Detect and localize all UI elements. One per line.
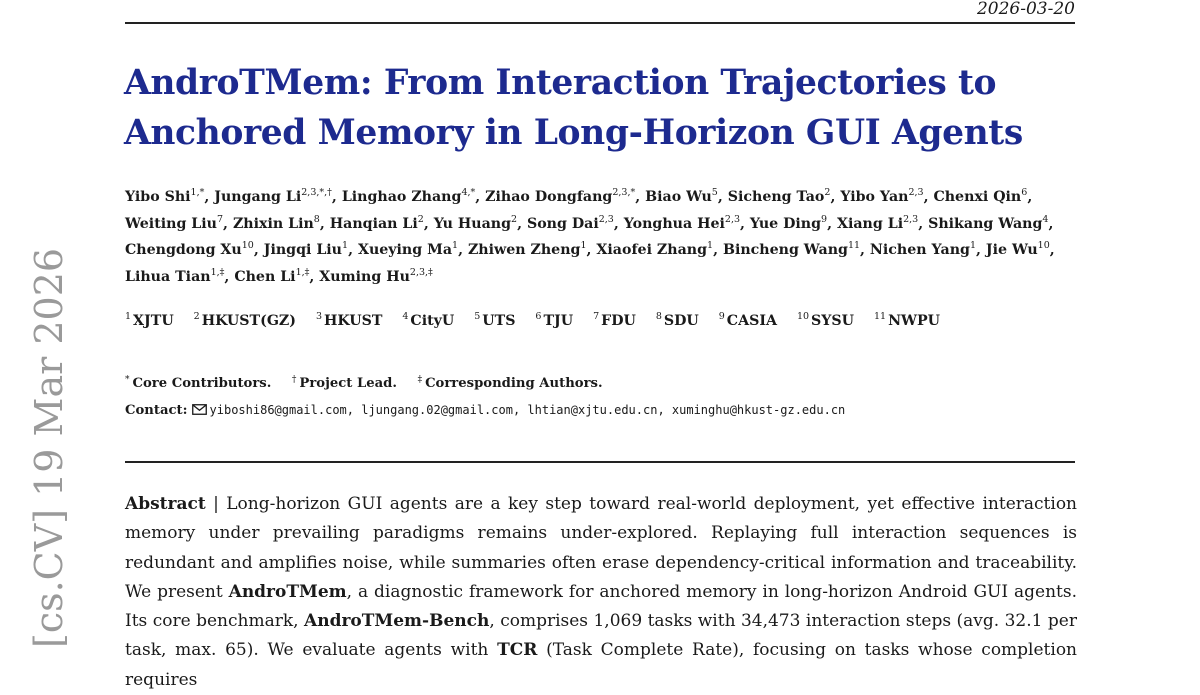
author-superscript: 4 bbox=[1042, 213, 1049, 225]
affiliation-number: 9 bbox=[718, 311, 725, 322]
contributor-note bbox=[125, 376, 271, 391]
abstract-text-1: Long-horizon GUI agents are a key step toward real-world deployment, yet effective interaction memory under prevailing paradigms remains under-explored. Replaying full interaction sequences is redundant and amplifies noise, while summaries often erase dependency-critical information and traceability. We present bbox=[125, 494, 1077, 602]
affiliation-name: HKUST(GZ) bbox=[201, 313, 297, 329]
author-superscript: 1 bbox=[969, 240, 977, 251]
author-name: Jie Wu bbox=[985, 242, 1038, 258]
affiliation-number: 6 bbox=[535, 311, 542, 322]
contact-emails[interactable]: yiboshi86@gmail.com, ljungang.02@gmail.com, lhtian@xjtu.edu.cn, xuminghu@hkust-gz.edu.cn bbox=[209, 403, 846, 417]
mail-icon bbox=[192, 404, 207, 415]
author-name: Yibo Yan bbox=[840, 189, 909, 205]
author-name: Zhiwen Zheng bbox=[467, 242, 581, 258]
author-name: Xuming Hu bbox=[319, 268, 410, 285]
affiliation-name: FDU bbox=[601, 313, 636, 329]
author-name: Zhixin Lin bbox=[232, 215, 314, 232]
affiliation-entry bbox=[535, 313, 573, 329]
author-name: Sicheng Tao bbox=[727, 189, 825, 205]
author-name: Jingqi Liu bbox=[263, 242, 343, 258]
author-entry bbox=[749, 213, 828, 232]
author-superscript: 11 bbox=[847, 240, 861, 251]
affiliation-entry bbox=[316, 313, 382, 329]
affiliation-number: 5 bbox=[474, 311, 481, 322]
author-entry bbox=[836, 213, 919, 232]
author-name: Hanqian Li bbox=[329, 215, 418, 232]
author-superscript: 2 bbox=[417, 213, 424, 225]
note-symbol: * bbox=[125, 375, 130, 385]
affiliation-entry bbox=[194, 313, 296, 329]
affiliation-number: 8 bbox=[655, 311, 662, 322]
affiliation-number: 4 bbox=[402, 311, 409, 322]
affiliation-number: 7 bbox=[593, 311, 600, 322]
abstract-separator: | bbox=[213, 494, 219, 514]
author-superscript: 1,* bbox=[190, 187, 205, 198]
abstract-text-3: , comprises 1,069 tasks with 34,473 interaction steps (avg. 32.1 per task, max. 65). We evaluate agents with bbox=[125, 611, 1077, 661]
contributor-note bbox=[292, 376, 397, 391]
author-entry bbox=[125, 266, 225, 285]
author-superscript: 6 bbox=[1021, 187, 1028, 198]
affiliation-name: CASIA bbox=[726, 313, 777, 329]
author-superscript: 8 bbox=[313, 213, 320, 225]
author-entry bbox=[358, 242, 458, 258]
author-superscript: 2 bbox=[511, 213, 518, 225]
author-name: Bincheng Wang bbox=[722, 242, 848, 258]
author-entry bbox=[870, 242, 976, 258]
note-text: Core Contributors. bbox=[132, 376, 272, 391]
affiliation-entry bbox=[656, 313, 699, 329]
affiliation-name: XJTU bbox=[133, 313, 174, 329]
author-name: Zihao Dongfang bbox=[485, 189, 613, 205]
affiliation-name: UTS bbox=[482, 313, 516, 329]
affiliation-entry bbox=[719, 313, 777, 329]
contact-label: Contact: bbox=[125, 403, 188, 418]
affiliation-name: TJU bbox=[543, 313, 574, 329]
abstract-paragraph bbox=[125, 490, 1077, 695]
author-superscript: 1 bbox=[342, 240, 349, 251]
author-superscript: 2,3,* bbox=[612, 187, 636, 198]
affiliation-name: SDU bbox=[663, 313, 699, 329]
author-superscript: 1 bbox=[707, 240, 714, 251]
affiliation-entry bbox=[874, 313, 940, 329]
author-entry bbox=[468, 242, 587, 258]
author-superscript: 10 bbox=[1037, 240, 1050, 251]
author-entry bbox=[214, 189, 332, 205]
author-superscript: 1 bbox=[580, 240, 587, 251]
note-text: Corresponding Authors. bbox=[425, 376, 603, 391]
author-superscript: 9 bbox=[821, 213, 828, 225]
author-name: Chen Li bbox=[234, 268, 296, 285]
author-entry bbox=[728, 189, 831, 205]
author-entry bbox=[485, 189, 635, 205]
affiliation-number: 10 bbox=[796, 311, 810, 322]
author-entry bbox=[723, 242, 860, 258]
author-superscript: 1,‡ bbox=[210, 266, 225, 278]
arxiv-sidebar-stamp: [cs.CV] 19 Mar 2026 bbox=[27, 247, 71, 648]
author-name: Linghao Zhang bbox=[341, 189, 462, 205]
author-entry bbox=[329, 213, 424, 232]
author-name: Xiaofei Zhang bbox=[596, 242, 708, 258]
affiliation-name: CityU bbox=[410, 313, 455, 329]
author-name: Shikang Wang bbox=[928, 215, 1043, 232]
author-superscript: 2,3 bbox=[903, 213, 919, 225]
author-superscript: 4,* bbox=[461, 187, 476, 198]
author-superscript: 2,3,*,† bbox=[301, 187, 332, 198]
author-superscript: 5 bbox=[711, 187, 718, 198]
author-entry bbox=[234, 266, 310, 285]
author-name: Yibo Shi bbox=[125, 189, 191, 205]
affiliation-entry bbox=[797, 313, 854, 329]
author-superscript: 2,3 bbox=[598, 213, 614, 225]
author-name: Xiang Li bbox=[836, 215, 904, 232]
author-entry bbox=[928, 213, 1049, 232]
affiliation-list bbox=[125, 309, 1085, 334]
affiliation-name: HKUST bbox=[324, 313, 383, 329]
author-superscript: 10 bbox=[241, 240, 254, 251]
affiliation-number: 2 bbox=[193, 311, 200, 322]
author-superscript: 7 bbox=[217, 213, 224, 225]
affiliation-name: NWPU bbox=[888, 313, 941, 329]
author-name: Chenxi Qin bbox=[933, 189, 1022, 205]
abstract-bold-bench: AndroTMem-Bench bbox=[304, 611, 490, 632]
affiliation-number: 3 bbox=[315, 311, 323, 322]
author-name: Jungang Li bbox=[214, 189, 302, 205]
author-entry bbox=[596, 242, 713, 258]
author-name: Weiting Liu bbox=[125, 215, 217, 232]
abstract-text-2: , a diagnostic framework for anchored memory in long-horizon Android GUI agents. Its core benchmark, bbox=[125, 581, 1077, 632]
affiliation-entry bbox=[125, 313, 174, 329]
author-entry bbox=[623, 213, 741, 232]
author-name: Biao Wu bbox=[645, 189, 712, 205]
author-entry bbox=[125, 189, 204, 205]
author-name: Nichen Yang bbox=[869, 242, 970, 258]
author-name: Yonghua Hei bbox=[623, 215, 725, 232]
author-superscript: 2,3 bbox=[908, 187, 924, 198]
affiliation-number: 1 bbox=[125, 311, 132, 322]
author-name: Yu Huang bbox=[433, 215, 512, 232]
affiliation-number: 11 bbox=[874, 311, 887, 322]
author-entry bbox=[645, 189, 718, 205]
author-superscript: 2,3 bbox=[724, 213, 741, 225]
contributor-note bbox=[418, 376, 603, 391]
author-name: Xueying Ma bbox=[357, 242, 453, 258]
author-name: Yue Ding bbox=[749, 215, 822, 232]
author-name: Song Dai bbox=[526, 215, 599, 232]
author-entry bbox=[986, 242, 1050, 258]
affiliation-entry bbox=[593, 313, 636, 329]
affiliation-entry bbox=[402, 313, 454, 329]
note-symbol: ‡ bbox=[417, 375, 423, 385]
contact-line bbox=[125, 400, 1085, 421]
note-text: Project Lead. bbox=[299, 376, 397, 391]
author-list: Yibo Shi$^{1,*}$, Jungang $Li^{2,3,*,\dagger}$, Linghao Zhang$^{4,*}$, Zihao Dongfang$^{2,3,*}$, Biao Wu$^5$, Sicheng Tao$^2$, Yibo Yan$^{2,3}$, Chenxi Qin$^6$, Weiting Liu$^7$, Zhixin Lin$^8$, Hanqian Li$^2$, Yu Huang$^2$, Song Dai$^{2,3}$, Yonghua Hei$^{2,3}$, Yue Ding$^9$, Xiang Li$^{2,3}$, Shikang Wang$^4$, Chengdong Xu$^{10}$, Jingqi Liu$^1$, Xueying Ma$^1$, Zhiwen Zheng$^1$, Xiaofei Zhang$^1$, Bincheng Wang$^{11}$, Nichen Yang$^1$, Jie Wu$^{10}$, Lihua Tian$^{1,\ddagger}$, Chen $Li^{1,\ddagger}$, Xuming $Hu^{2,3,\ddagger}$ bbox=[125, 187, 1055, 285]
abstract-heading: Abstract bbox=[125, 494, 206, 514]
section-rule bbox=[125, 461, 1075, 463]
author-superscript: 2,3,‡ bbox=[409, 266, 433, 278]
author-superscript: 2 bbox=[824, 187, 831, 198]
paper-title: AndroTMem: From Interaction Trajectories to Anchored Memory in Long-Horizon GUI Agents bbox=[124, 63, 1023, 153]
author-entry bbox=[933, 189, 1027, 205]
paper-date: 2026-03-20 bbox=[976, 0, 1075, 19]
author-entry bbox=[433, 213, 518, 232]
author-entry bbox=[264, 242, 348, 258]
author-superscript: 1 bbox=[452, 240, 459, 251]
abstract-text-4: (Task Complete Rate), focusing on tasks whose completion requires bbox=[125, 640, 1078, 690]
author-entry bbox=[125, 213, 224, 232]
affiliation-entry bbox=[474, 313, 515, 329]
header-rule bbox=[125, 22, 1075, 24]
author-entry bbox=[342, 189, 475, 205]
author-name: Chengdong Xu bbox=[125, 242, 242, 258]
author-entry bbox=[125, 242, 254, 258]
author-entry bbox=[840, 189, 923, 205]
note-symbol: † bbox=[291, 375, 297, 385]
abstract-bold-tcr: TCR bbox=[497, 640, 538, 661]
author-entry bbox=[319, 266, 433, 285]
contributor-notes bbox=[125, 374, 1085, 394]
author-name: Lihua Tian bbox=[125, 268, 211, 285]
author-superscript: 1,‡ bbox=[295, 266, 310, 278]
author-entry bbox=[232, 213, 320, 232]
abstract-bold-androtmem: AndroTMem bbox=[228, 581, 347, 602]
author-entry bbox=[526, 213, 614, 232]
affiliation-name: SYSU bbox=[811, 313, 855, 329]
